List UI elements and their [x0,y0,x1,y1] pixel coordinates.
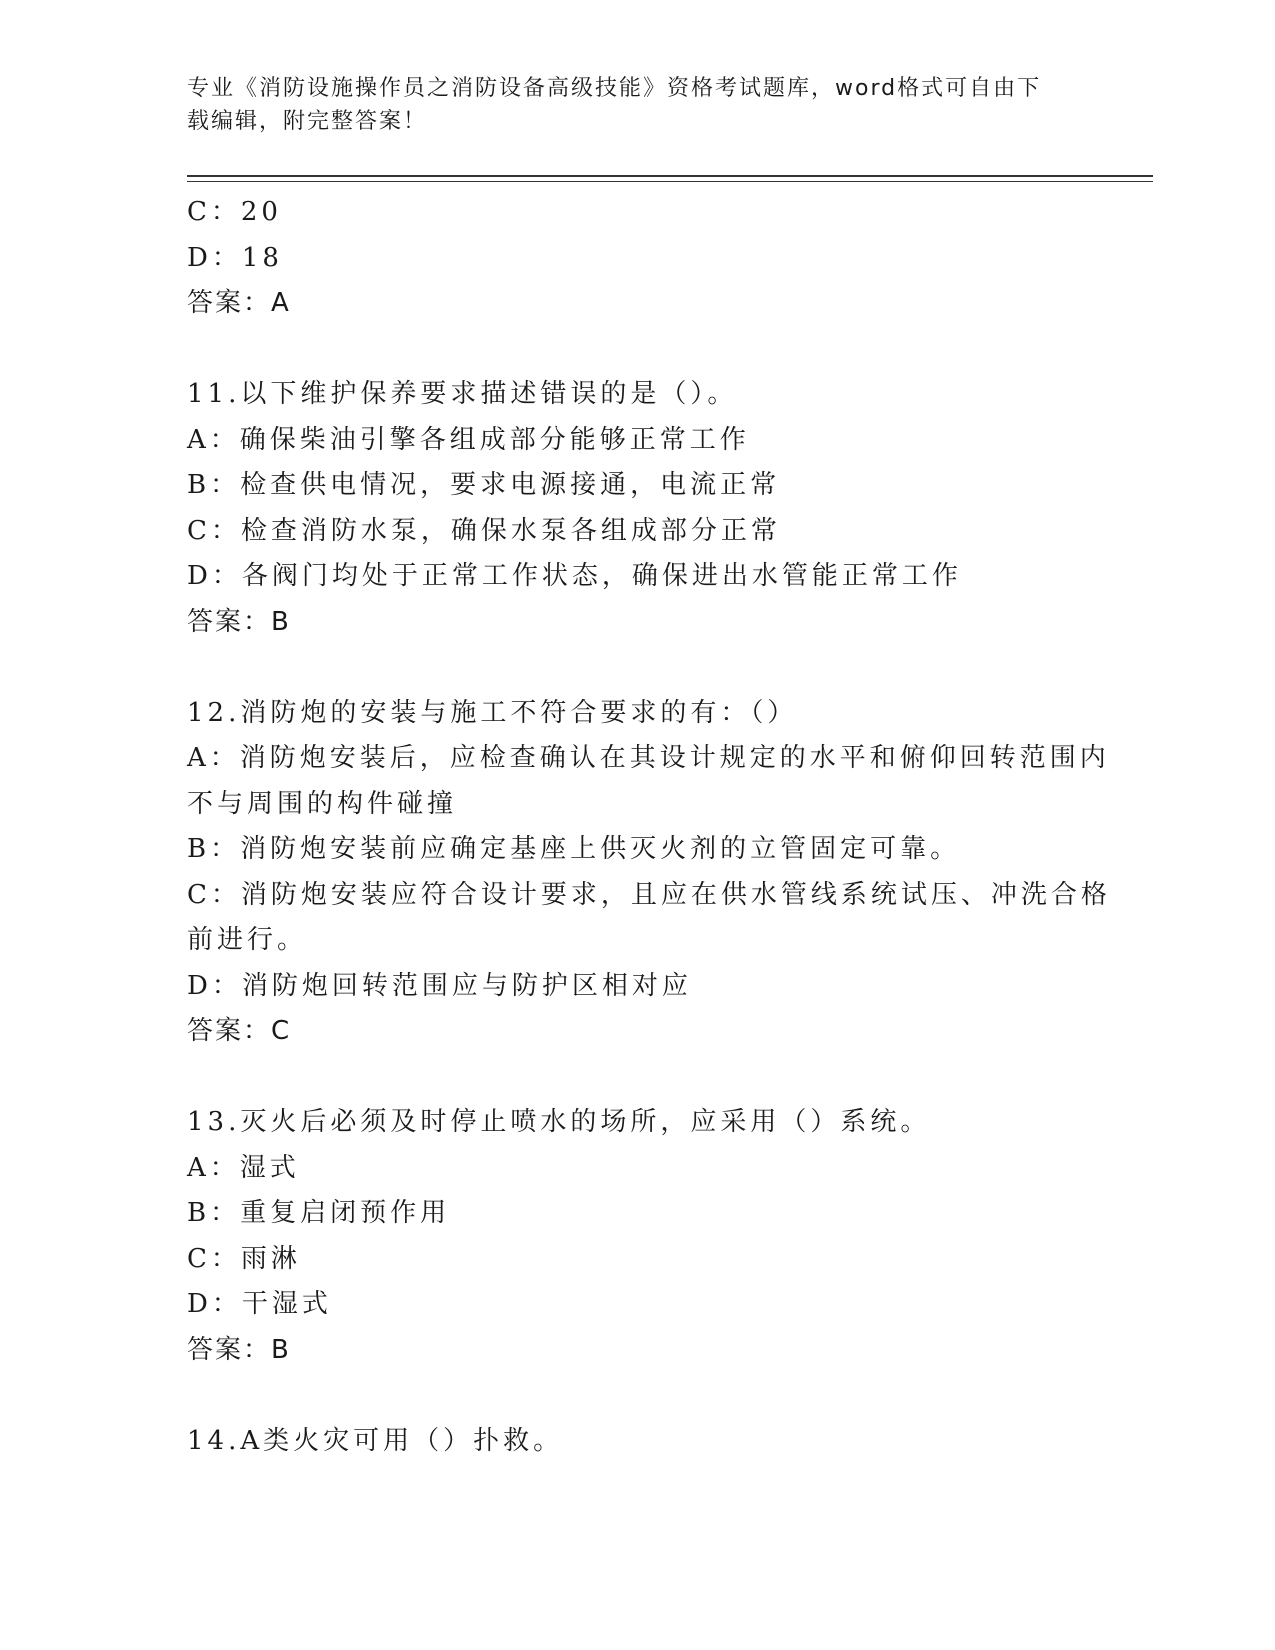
header-line-2: 载编辑，附完整答案！ [187,109,428,134]
option-a: A：确保柴油引擎各组成部分能够正常工作 [187,424,750,455]
option-c-continued: 前进行。 [187,925,308,955]
option-a: A：湿式 [187,1152,300,1183]
option-c: C：检查消防水泵，确保水泵各组成部分正常 [187,515,781,546]
question-block-prev [187,190,1087,327]
option-c: C：雨淋 [187,1243,301,1274]
question-block-12 [187,691,1111,1055]
answer-line: 答案：C [187,1016,292,1046]
option-c: C：消防炮安装应符合设计要求，且应在供水管线系统试压、冲洗合格 [187,879,1111,910]
option-a: A：消防炮安装后，应检查确认在其设计规定的水平和俯仰回转范围内 [187,743,1110,773]
option-b: B：重复启闭预作用 [187,1198,451,1228]
spacer [187,327,1087,373]
option-b: B：检查供电情况，要求电源接通，电流正常 [187,470,781,500]
header-rule-thick [187,175,1153,177]
header-line-1: 专业《消防设施操作员之消防设备高级技能》资格考试题库，word格式可自由下 [187,76,1042,101]
option-d: D：18 [187,242,283,273]
spacer [187,1373,1087,1419]
header-rule-thin [187,181,1153,182]
answer-line: 答案：A [187,288,291,318]
option-d: D：干湿式 [187,1289,332,1319]
answer-line: 答案：B [187,606,291,637]
question-block-13 [187,1100,1087,1373]
question-block-14 [187,1419,1087,1465]
option-c: C：20 [187,197,282,227]
question-block-11 [187,372,1087,645]
question-list [187,190,1111,1464]
question-stem: 11.以下维护保养要求描述错误的是（）。 [187,379,738,409]
option-a-continued: 不与周围的构件碰撞 [187,788,458,819]
answer-line: 答案：B [187,1334,291,1365]
question-stem: 13.灭火后必须及时停止喷水的场所，应采用（）系统。 [187,1107,931,1137]
option-b: B：消防炮安装前应确定基座上供灭火剂的立管固定可靠。 [187,834,961,864]
option-d: D：消防炮回转范围应与防护区相对应 [187,970,692,1001]
question-stem: 12.消防炮的安装与施工不符合要求的有：（） [187,697,798,728]
document-header [187,72,1087,138]
spacer [187,645,1087,691]
question-stem: 14.A类火灾可用（）扑救。 [187,1425,564,1456]
spacer [187,1055,1087,1101]
option-d: D：各阀门均处于正常工作状态，确保进出水管能正常工作 [187,561,962,591]
